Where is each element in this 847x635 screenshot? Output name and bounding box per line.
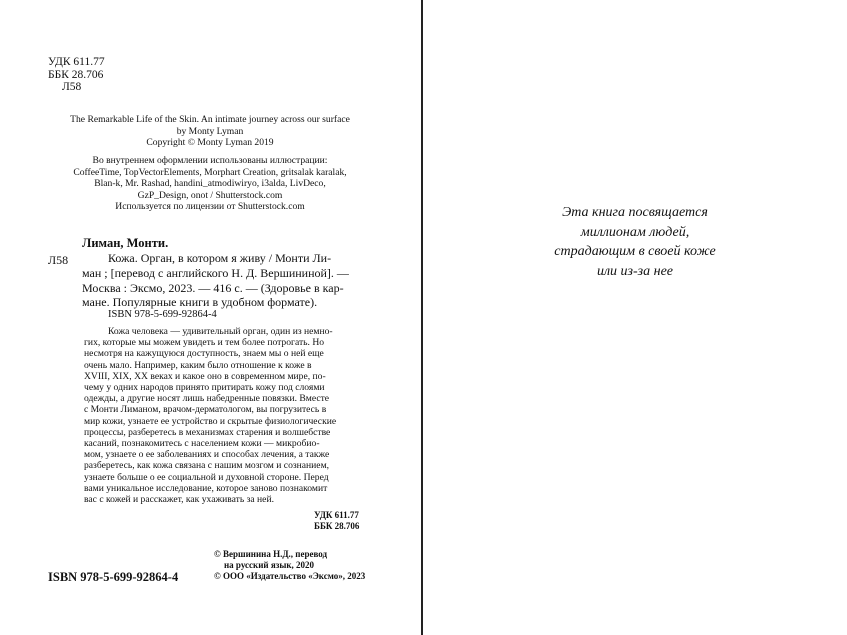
udk-bbk-block [48, 56, 105, 94]
annotation-line: очень мало. Например, каким было отношение к коже в [84, 359, 312, 371]
udk-code: УДК 611.77 [48, 56, 105, 68]
bbk-code-right: ББК 28.706 [314, 521, 360, 531]
illustrations-credit [44, 155, 376, 213]
left-page [0, 0, 421, 635]
annotation-line: вами уникальное исследование, которое заново познакомит [84, 482, 328, 494]
annotation-line: несмотря на кажущуюся доступность, знаем мы о ней еще [84, 348, 324, 360]
udk-bbk-right [314, 510, 359, 532]
annotation-line: мом, узнаете о ее заболеваниях и способах лечения, а также [84, 449, 330, 461]
copyright-line: © ООО «Издательство «Эксмо», 2023 [214, 571, 366, 582]
annotation [84, 326, 368, 505]
original-edition-info [44, 114, 376, 149]
annotation-line: процессы, разберетесь в механизмах старения и волшебстве [84, 426, 331, 438]
dedication-line: Эта книга посвящается [562, 205, 708, 220]
author-mark: Л58 [62, 81, 82, 93]
original-copyright: Copyright © Monty Lyman 2019 [146, 137, 274, 148]
annotation-line: XVIII, XIX, XX веках и какое оно в современном мире, по- [84, 370, 326, 382]
biblio-line: Москва : Эксмо, 2023. — 416 с. — (Здоровье в кар- [82, 280, 344, 295]
copyright-line: © Вершинина Н.Д., перевод [214, 549, 328, 559]
bibliographic-description [82, 251, 368, 310]
annotation-line: касаний, познакомитесь с населением кожи — микробио- [84, 438, 320, 450]
illustrations-line: CoffeeTime, TopVectorElements, Morphart Creation, gritsalak karalak, [73, 166, 347, 178]
original-author: by Monty Lyman [176, 125, 244, 137]
biblio-line: ман ; [перевод с английского Н. Д. Вершининой]. — [82, 265, 349, 280]
right-page [423, 0, 847, 635]
annotation-line: разберетесь, как кожа связана с нашим мозгом и сознанием, [84, 460, 330, 472]
illustrations-line: Во внутреннем оформлении использованы иллюстрации: [92, 155, 328, 166]
annotation-line: гих, которые мы можем увидеть и тем более потрогать. Но [84, 337, 325, 349]
dedication [528, 203, 742, 281]
copyright-line: на русский язык, 2020 [224, 560, 315, 571]
illustrations-line: GzP_Design, onot / Shutterstock.com [137, 189, 283, 201]
isbn-inline: ISBN 978-5-699-92864-4 [108, 309, 217, 320]
biblio-line: мане. Популярные книги в удобном формате). [82, 295, 318, 310]
annotation-line: с Монти Лиманом, врачом-дерматологом, вы погрузитесь в [84, 404, 327, 416]
illustrations-line: Используется по лицензии от Shutterstock.com [115, 201, 305, 212]
annotation-line: чему у одних народов принято притирать кожу под слоями [84, 382, 325, 394]
copyright-block [214, 549, 365, 583]
annotation-line: одежды, а другие носят лишь набедренные повязки. Вместе [84, 393, 330, 405]
annotation-line: вас с кожей и расскажет, как ухаживать за ней. [84, 494, 274, 506]
dedication-line: страдающим в своей коже [554, 244, 716, 259]
bbk-code: ББК 28.706 [48, 68, 104, 81]
isbn-main: ISBN 978-5-699-92864-4 [48, 570, 179, 584]
dedication-line: или из-за нее [596, 263, 674, 279]
author-heading: Лиман, Монти. [82, 236, 169, 250]
dedication-line: миллионам людей, [580, 224, 690, 240]
annotation-line: Кожа человека — удивительный орган, один из немно- [108, 326, 333, 337]
original-title: The Remarkable Life of the Skin. An intimate journey across our surface [70, 114, 350, 125]
illustrations-line: Blan-k, Mr. Rashad, handini_atmodiwiryo, i3alda, LivDeco, [94, 178, 326, 189]
side-author-mark: Л58 [48, 253, 69, 267]
udk-code-right: УДК 611.77 [314, 510, 359, 520]
annotation-line: мир кожи, узнаете ее устройство и скрытые физиологические [84, 415, 337, 427]
biblio-line: Кожа. Орган, в котором я живу / Монти Ли- [108, 251, 332, 265]
annotation-line: узнаете больше о ее социальной и духовной стороне. Перед [84, 471, 329, 483]
